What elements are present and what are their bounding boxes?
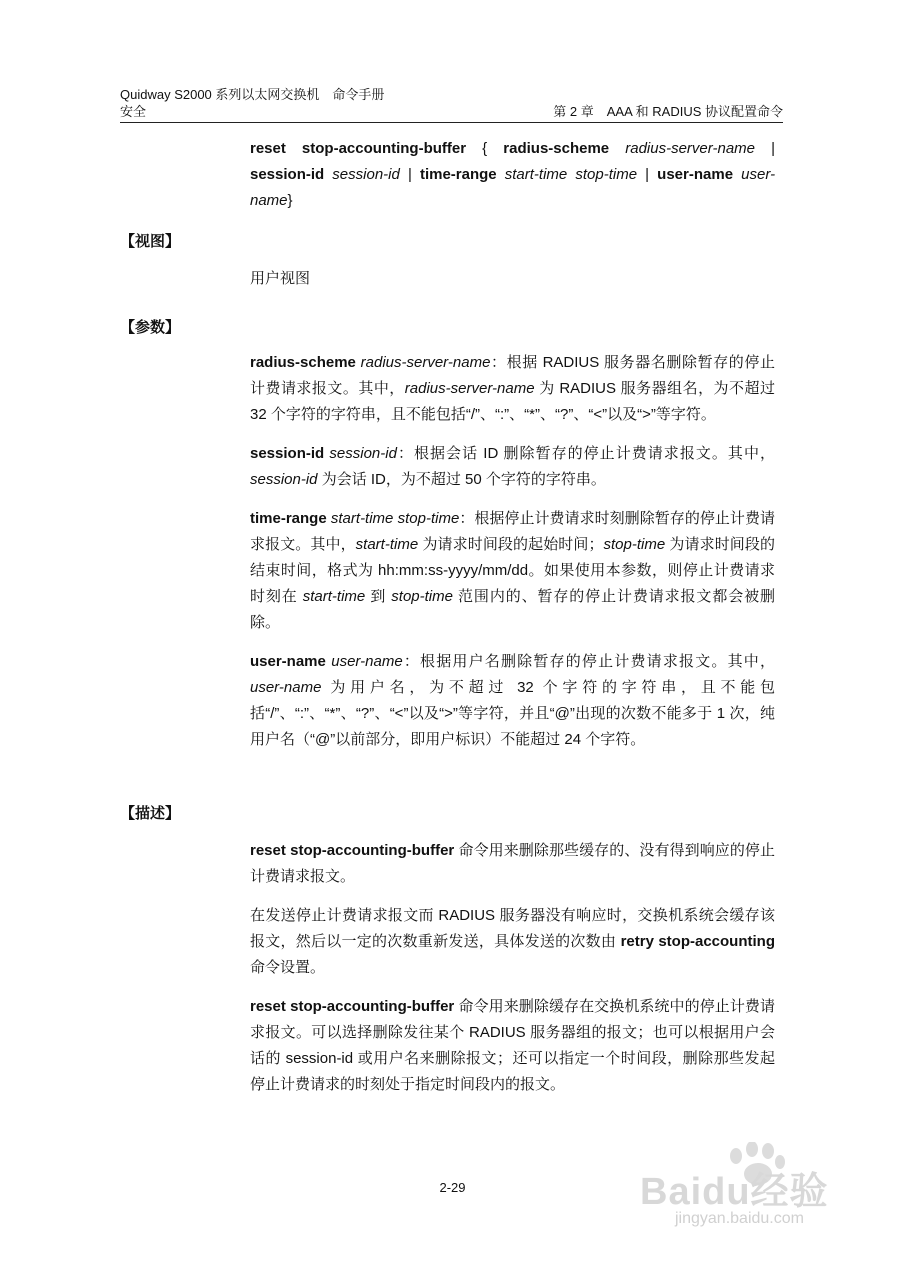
- param-arg: session-id: [329, 445, 397, 462]
- cmd-arg: radius-server-name: [625, 140, 756, 157]
- desc-text: 命令用来删除缓存在交换机系统中的停止计费请求报文。可以选择删除发往某个 RADIUS 服务器组的报文；也可以根据用户会话的 session-id 或用户名来删除报文；还可以指定一个时间段，删除那些发起停止计费请求的时刻处于指定时间段内的报文。: [250, 998, 776, 1093]
- section-params-heading: 【参数】: [120, 319, 181, 336]
- params-list: [250, 350, 775, 766]
- param-arg: radius-server-name: [404, 380, 535, 397]
- param-text: 到: [365, 588, 392, 605]
- cmd-arg: user-name: [250, 166, 776, 209]
- param-time-range: [250, 506, 775, 636]
- param-text: ：根据停止计费请求时刻删除暂存的停止计费请求报文。其中，: [250, 510, 775, 553]
- param-keyword: time-range: [250, 510, 327, 527]
- param-arg: stop-time: [603, 536, 666, 553]
- param-text: 为用户名，为不超过 32 个字符的字符串，且不能包括“/”、“:”、“*”、“?”、“<”以及“>”等字符，并且“@”出现的次数不能多于 1 次，纯用户名（“@”以前部分，即用户标识）不能超过 24 个字符。: [250, 679, 775, 748]
- param-session-id: [250, 441, 775, 493]
- param-arg: user-name: [250, 679, 322, 696]
- command-syntax: [250, 136, 775, 227]
- desc-paragraph: [250, 903, 775, 981]
- param-text: ：根据 RADIUS 服务器名删除暂存的停止计费请求报文。其中，: [250, 354, 775, 397]
- param-text: 为请求时间段的结束时间，格式为 hh:mm:ss-yyyy/mm/dd。如果使用本参数，则停止计费请求时刻在: [250, 536, 775, 605]
- param-text: 为会话 ID，为不超过 50 个字符的字符串。: [317, 471, 606, 488]
- desc-paragraph: [250, 994, 775, 1098]
- desc-paragraph: [250, 838, 775, 890]
- cmd-arg: start-time stop-time: [504, 166, 638, 183]
- watermark-url: jingyan.baidu.com: [675, 1210, 804, 1227]
- param-keyword: session-id: [250, 445, 325, 462]
- watermark-logo: Baidu经验: [640, 1171, 829, 1213]
- view-text: 用户视图: [250, 270, 311, 287]
- param-arg: session-id: [250, 471, 318, 488]
- cmd-arg: session-id: [332, 166, 400, 183]
- param-arg: start-time: [302, 588, 366, 605]
- cmd-keyword: reset stop-accounting-buffer: [250, 140, 467, 157]
- description: [250, 838, 775, 1111]
- param-text: ：根据会话 ID 删除暂存的停止计费请求报文。其中，: [396, 445, 775, 462]
- header-section: 安全: [120, 104, 147, 119]
- page-number: 2-29: [439, 1180, 466, 1195]
- param-user-name: [250, 649, 775, 753]
- param-radius-scheme: [250, 350, 775, 428]
- param-keyword: user-name: [250, 653, 326, 670]
- param-text: 为请求时间段的起始时间；: [418, 536, 604, 553]
- param-arg: radius-server-name: [360, 354, 491, 371]
- cmd-brace-close: }: [287, 192, 293, 209]
- cmd-keyword: session-id: [250, 166, 325, 183]
- param-keyword: radius-scheme: [250, 354, 356, 371]
- cmd-keyword: radius-scheme: [503, 140, 610, 157]
- param-text: 范围内的、暂存的停止计费请求报文都会被删除。: [250, 588, 775, 631]
- desc-text: 命令用来删除那些缓存的、没有得到响应的停止计费请求报文。: [250, 842, 776, 885]
- cmd-keyword: time-range: [419, 166, 497, 183]
- param-arg: stop-time: [391, 588, 453, 605]
- section-desc-heading: 【描述】: [120, 805, 181, 822]
- desc-keyword: retry stop-accounting: [620, 933, 776, 950]
- desc-text: 命令设置。: [250, 959, 326, 976]
- desc-text: 在发送停止计费请求报文而 RADIUS 服务器没有响应时，交换机系统会缓存该报文，然后以一定的次数重新发送，具体发送的次数由: [250, 907, 775, 950]
- header-rule: [120, 122, 783, 123]
- param-arg: start-time: [355, 536, 419, 553]
- baidu-watermark: [640, 1142, 870, 1242]
- header-chapter: 第 2 章 AAA 和 RADIUS 协议配置命令: [553, 104, 783, 119]
- desc-keyword: reset stop-accounting-buffer: [250, 842, 455, 859]
- cmd-separator: |: [407, 166, 412, 183]
- cmd-keyword: user-name: [657, 166, 734, 183]
- header-subline: [120, 103, 783, 120]
- section-view-heading: 【视图】: [120, 233, 181, 250]
- param-text: 为 RADIUS 服务器组名，为不超过 32 个字符的字符串，且不能包括“/”、“:”、“*”、“?”、“<”以及“>”等字符。: [250, 380, 775, 423]
- param-text: ：根据用户名删除暂存的停止计费请求报文。其中，: [402, 653, 775, 670]
- param-arg: user-name: [331, 653, 403, 670]
- cmd-separator: |: [771, 140, 775, 157]
- param-arg: start-time stop-time: [330, 510, 460, 527]
- cmd-separator: |: [645, 166, 650, 183]
- desc-keyword: reset stop-accounting-buffer: [250, 998, 455, 1015]
- header-manual-title: Quidway S2000 系列以太网交换机 命令手册: [120, 87, 385, 102]
- cmd-brace-open: {: [482, 140, 488, 157]
- header-title: [120, 86, 783, 103]
